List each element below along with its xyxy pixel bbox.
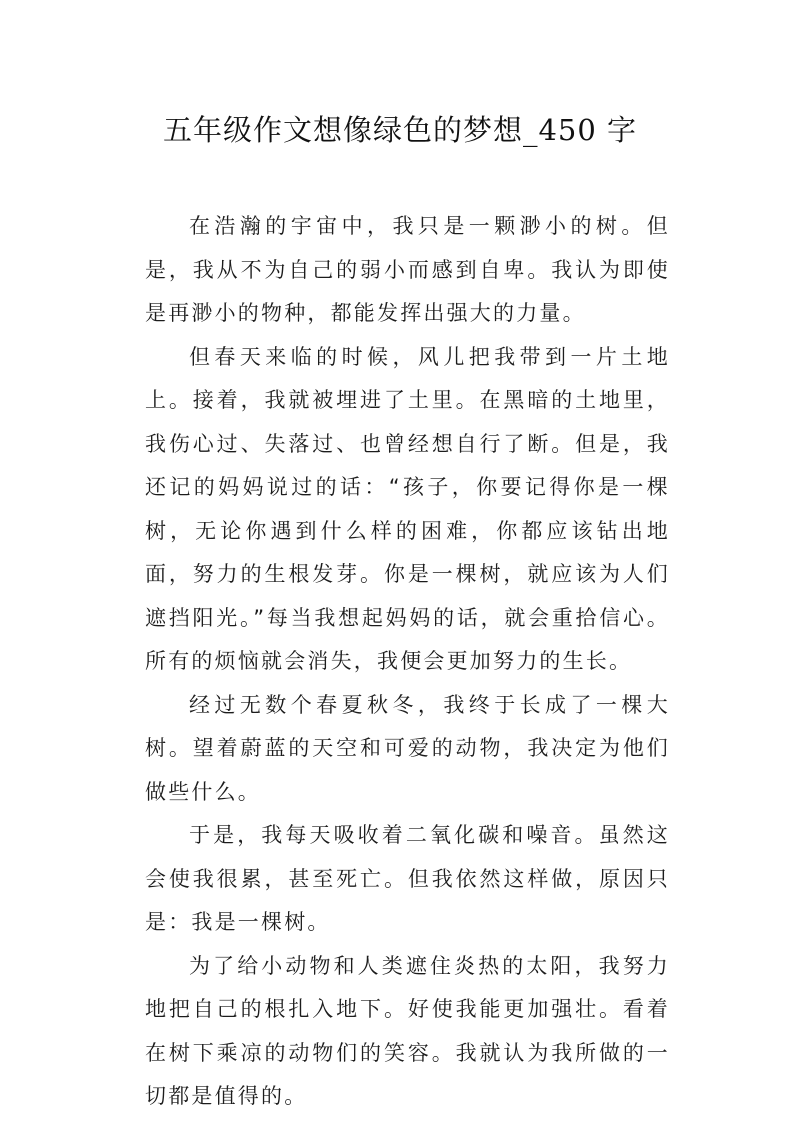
- paragraph-1: 在浩瀚的宇宙中，我只是一颗渺小的树。但是，我从不为自己的弱小而感到自卑。我认为即使是再渺小的物种，都能发挥出强大的力量。: [145, 214, 670, 325]
- paragraph-3: 经过无数个春夏秋冬，我终于长成了一棵大树。望着蔚蓝的天空和可爱的动物，我决定为他们做些什么。: [145, 692, 670, 804]
- document-body: [145, 205, 670, 1119]
- paragraph-2: 但春天来临的时候，风儿把我带到一片土地上。接着，我就被埋进了土里。在黑暗的土地里，我伤心过、失落过、也曾经想自行了断。但是，我还记的妈妈说过的话：“孩子，你要记得你是一棵树，无论你遇到什么样的困难，你都应该钻出地面，努力的生根发芽。你是一棵树，就应该为人们遮挡阳光。”每当我想起妈妈的话，就会重拾信心。所有的烦恼就会消失，我便会更加努力的生长。: [145, 344, 670, 673]
- paragraph-4: 于是，我每天吸收着二氧化碳和噪音。虽然这会使我很累，甚至死亡。但我依然这样做，原因只是：我是一棵树。: [145, 823, 670, 934]
- paragraph-5: 为了给小动物和人类遮住炎热的太阳，我努力地把自己的根扎入地下。好使我能更加强壮。看着在树下乘凉的动物们的笑容。我就认为我所做的一切都是值得的。: [145, 953, 670, 1108]
- document-title: 五年级作文想像绿色的梦想_450 字: [162, 113, 638, 147]
